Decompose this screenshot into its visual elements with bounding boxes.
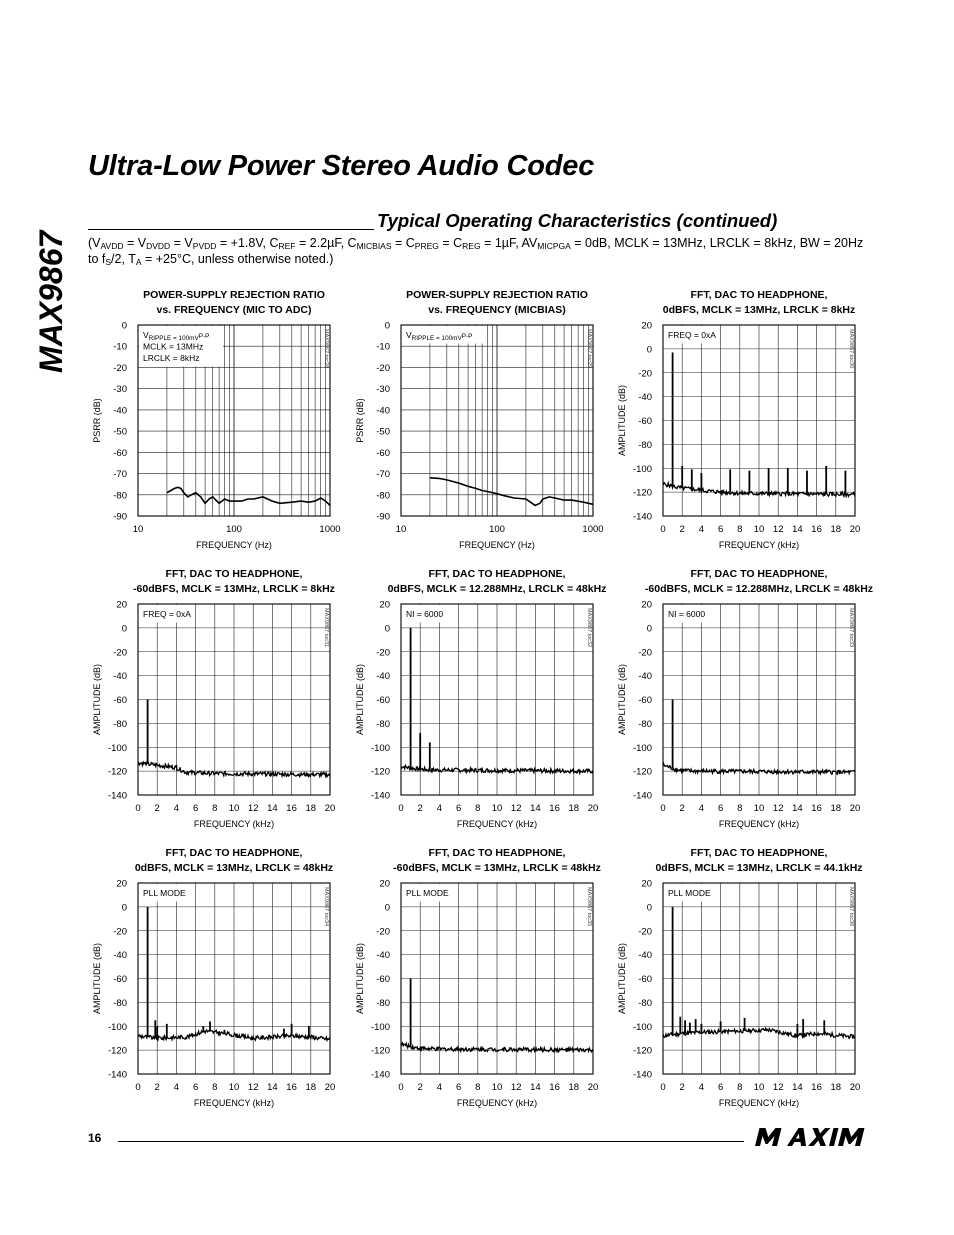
y-tick-label: -80 <box>376 718 390 730</box>
chart-1 <box>92 289 341 550</box>
x-axis-label: FREQUENCY (Hz) <box>196 540 272 550</box>
x-tick-label: 8 <box>212 1082 218 1093</box>
figure-code: MAX9867 toc36 <box>848 887 854 927</box>
annotation-text <box>668 888 711 898</box>
y-tick-label: 0 <box>646 623 652 635</box>
y-tick-label: -140 <box>107 1069 127 1081</box>
x-axis-label: FREQUENCY (kHz) <box>193 1098 275 1108</box>
x-tick-label: 20 <box>587 1082 599 1093</box>
y-tick-label: -140 <box>632 790 652 802</box>
chart-title: POWER-SUPPLY REJECTION RATIO <box>406 289 588 301</box>
x-tick-label: 6 <box>717 803 724 814</box>
y-tick-label: -120 <box>632 1045 652 1057</box>
y-tick-label: -100 <box>632 463 652 475</box>
x-axis-label: FREQUENCY (kHz) <box>193 819 275 829</box>
y-tick-label: -90 <box>376 511 390 523</box>
annotation-text <box>143 342 203 352</box>
y-tick-label: -140 <box>370 790 390 802</box>
annotation-text-part: LRCLK = 8kHz <box>143 353 200 363</box>
y-tick-label: -60 <box>638 695 652 706</box>
y-tick-label: -120 <box>632 766 652 778</box>
figure-code: MAX9867 toc29 <box>586 329 592 369</box>
chart-6 <box>617 568 873 829</box>
chart-4 <box>92 568 335 829</box>
y-tick-label: 0 <box>121 320 127 332</box>
y-tick-label: -10 <box>113 341 127 353</box>
x-tick-label: 20 <box>849 524 861 535</box>
x-tick-label: 2 <box>154 1082 160 1093</box>
x-tick-label: 100 <box>489 524 505 535</box>
y-tick-label: 0 <box>384 320 390 332</box>
chart-9 <box>617 847 863 1108</box>
y-axis-label: PSRR (dB) <box>355 398 365 443</box>
x-tick-label: 1000 <box>319 524 341 535</box>
y-tick-label: 20 <box>116 878 127 890</box>
annotation-text <box>668 330 716 340</box>
y-tick-label: -80 <box>638 997 652 1009</box>
x-tick-label: 2 <box>679 1082 685 1093</box>
x-tick-label: 4 <box>698 524 705 535</box>
x-tick-label: 16 <box>549 1082 560 1093</box>
x-tick-label: 10 <box>228 1082 240 1093</box>
x-tick-label: 16 <box>811 1082 822 1093</box>
x-tick-label: 20 <box>324 1082 336 1093</box>
chart-3 <box>617 289 860 550</box>
y-tick-label: -140 <box>632 1069 652 1081</box>
x-tick-label: 4 <box>698 803 705 814</box>
y-tick-label: -60 <box>113 447 127 459</box>
psrr-curve <box>167 487 330 505</box>
y-tick-label: -120 <box>370 1045 390 1057</box>
x-tick-label: 12 <box>510 1082 522 1093</box>
y-tick-label: -120 <box>107 766 127 778</box>
chart-title: 0dBFS, MCLK = 13MHz, LRCLK = 48kHz <box>134 862 334 874</box>
x-tick-label: 0 <box>660 524 666 535</box>
annotation-text-part: MCLK = 13MHz <box>143 341 204 352</box>
figure-code: MAX9867 toc33 <box>848 608 854 648</box>
x-tick-label: 10 <box>491 803 503 814</box>
y-tick-label: -120 <box>370 766 390 778</box>
y-axis-label: AMPLITUDE (dB) <box>92 663 102 736</box>
y-tick-label: -40 <box>376 405 390 417</box>
x-tick-label: 8 <box>475 803 481 814</box>
y-tick-label: -80 <box>638 718 652 730</box>
x-tick-label: 2 <box>417 1082 423 1093</box>
x-tick-label: 14 <box>530 803 541 814</box>
x-tick-label: 18 <box>568 803 580 814</box>
y-tick-label: -70 <box>376 469 390 481</box>
y-tick-label: 20 <box>379 878 390 890</box>
y-tick-label: -80 <box>376 997 390 1009</box>
chart-5 <box>355 568 606 829</box>
x-axis-label: FREQUENCY (kHz) <box>718 540 800 550</box>
y-tick-label: 20 <box>641 320 652 332</box>
x-tick-label: 14 <box>792 803 803 814</box>
x-tick-label: 14 <box>267 1082 278 1093</box>
annotation-text-part: P-P <box>461 333 473 340</box>
y-axis-label: AMPLITUDE (dB) <box>617 663 627 736</box>
x-tick-label: 20 <box>849 803 861 814</box>
x-tick-label: 4 <box>436 803 443 814</box>
y-tick-label: -20 <box>376 926 390 938</box>
y-tick-label: -40 <box>113 671 127 683</box>
x-tick-label: 16 <box>811 803 822 814</box>
x-tick-label: 20 <box>587 803 599 814</box>
y-tick-label: -140 <box>107 790 127 802</box>
x-tick-label: 18 <box>305 1082 317 1093</box>
y-tick-label: -40 <box>638 671 652 683</box>
y-tick-label: -100 <box>632 1021 652 1033</box>
y-tick-label: -70 <box>113 469 127 481</box>
annotation-text <box>406 888 449 898</box>
x-tick-label: 0 <box>660 803 666 814</box>
x-tick-label: 10 <box>753 1082 765 1093</box>
x-tick-label: 10 <box>395 524 407 535</box>
x-tick-label: 2 <box>679 524 685 535</box>
chart-title: -60dBFS, MCLK = 13MHz, LRCLK = 8kHz <box>133 583 335 595</box>
chart-title: 0dBFS, MCLK = 12.288MHz, LRCLK = 48kHz <box>387 583 607 595</box>
x-tick-label: 10 <box>132 524 144 535</box>
y-tick-label: 0 <box>121 902 127 914</box>
chart-title: -60dBFS, MCLK = 13MHz, LRCLK = 48kHz <box>393 862 601 874</box>
page-number: 16 <box>88 1131 102 1145</box>
chart-title: FFT, DAC TO HEADPHONE, <box>690 847 828 859</box>
side-part-number-text: MAX9867 <box>33 230 69 373</box>
x-tick-label: 8 <box>737 803 743 814</box>
figure-code: MAX9867 toc31 <box>323 608 329 648</box>
y-tick-label: -60 <box>376 695 390 706</box>
test-conditions: ($V_{AVDD} = V_{DVDD} = V_{PVDD} = +1.8V$, $C_{REF} = 2.2\mu F$, $C_{MICBIAS} = C_{PREG} = C_{REG} = 1\mu F$, $AV_{MICPGA} = 0dB$, MCLK = 13MHz, LRCLK = 8kHz, BW = 20Hz to $f_S/2$, $T_A = +25^\circ C$, unless otherwise noted.) <box>88 236 864 267</box>
y-axis-label: AMPLITUDE (dB) <box>617 384 627 457</box>
x-tick-label: 18 <box>830 1082 842 1093</box>
y-tick-label: -100 <box>107 742 127 754</box>
x-tick-label: 8 <box>737 524 743 535</box>
section-title: Typical Operating Characteristics (continued) <box>377 210 778 231</box>
annotation-text-part: RIPPLE = 100mV <box>411 335 462 342</box>
y-tick-label: -90 <box>113 511 127 523</box>
x-tick-label: 0 <box>135 1082 141 1093</box>
x-tick-label: 2 <box>679 803 685 814</box>
y-tick-label: -120 <box>107 1045 127 1057</box>
chart-title: FFT, DAC TO HEADPHONE, <box>165 847 303 859</box>
y-axis-label: AMPLITUDE (dB) <box>355 942 365 1015</box>
annotation-text-part: PLL MODE <box>406 888 449 898</box>
x-tick-label: 14 <box>792 1082 803 1093</box>
annotation-text-part: PLL MODE <box>143 888 186 898</box>
y-tick-label: -140 <box>370 1069 390 1081</box>
x-axis-label: FREQUENCY (kHz) <box>456 1098 538 1108</box>
annotation-text-part: V <box>143 330 149 340</box>
x-tick-label: 4 <box>173 1082 180 1093</box>
psrr-curve <box>430 478 593 506</box>
y-tick-label: 0 <box>384 623 390 635</box>
x-tick-label: 12 <box>510 803 522 814</box>
y-tick-label: -40 <box>113 950 127 962</box>
y-tick-label: -20 <box>376 362 390 374</box>
chart-title: vs. FREQUENCY (MIC TO ADC) <box>156 304 312 316</box>
annotation-text-part: NI = 6000 <box>668 609 706 619</box>
y-tick-label: -20 <box>113 362 127 374</box>
y-axis-label: AMPLITUDE (dB) <box>617 942 627 1015</box>
y-tick-label: 0 <box>646 344 652 356</box>
chart-title: FFT, DAC TO HEADPHONE, <box>428 568 566 580</box>
y-tick-label: 20 <box>641 599 652 611</box>
x-tick-label: 14 <box>267 803 278 814</box>
y-axis-label: AMPLITUDE (dB) <box>92 942 102 1015</box>
x-axis-label: FREQUENCY (Hz) <box>459 540 535 550</box>
x-tick-label: 0 <box>660 1082 666 1093</box>
y-tick-label: -40 <box>376 671 390 683</box>
annotation-text-part: P-P <box>198 333 210 340</box>
annotation-text-part: PLL MODE <box>668 888 711 898</box>
chart-8 <box>355 847 601 1108</box>
x-tick-label: 10 <box>753 524 765 535</box>
x-tick-label: 18 <box>305 803 317 814</box>
annotation-text-part: FREQ = 0xA <box>668 330 716 340</box>
y-tick-label: -140 <box>632 511 652 523</box>
y-tick-label: -30 <box>376 384 390 396</box>
y-tick-label: -10 <box>376 341 390 353</box>
x-tick-label: 8 <box>212 803 218 814</box>
annotation-text-part: V <box>406 330 412 340</box>
x-tick-label: 10 <box>228 803 240 814</box>
chart-title: vs. FREQUENCY (MICBIAS) <box>428 304 566 316</box>
x-tick-label: 14 <box>530 1082 541 1093</box>
annotation-text <box>668 609 705 619</box>
x-tick-label: 6 <box>455 1082 462 1093</box>
x-tick-label: 8 <box>737 1082 743 1093</box>
y-tick-label: -20 <box>638 647 652 659</box>
x-tick-label: 4 <box>698 1082 705 1093</box>
x-tick-label: 12 <box>247 1082 259 1093</box>
annotation-text-part: FREQ = 0xA <box>143 609 191 619</box>
chart-title: POWER-SUPPLY REJECTION RATIO <box>143 289 325 301</box>
y-tick-label: 0 <box>121 623 127 635</box>
x-tick-label: 6 <box>192 803 199 814</box>
annotation-text <box>406 609 443 619</box>
footer-rule <box>118 1141 744 1142</box>
figure-code: MAX9867 toc34 <box>323 887 329 927</box>
y-axis-label: AMPLITUDE (dB) <box>355 663 365 736</box>
chart-title: FFT, DAC TO HEADPHONE, <box>690 289 828 301</box>
y-tick-label: -60 <box>113 695 127 706</box>
x-tick-label: 16 <box>549 803 560 814</box>
annotation-text-part: RIPPLE = 100mV <box>148 335 199 342</box>
y-tick-label: -20 <box>113 647 127 659</box>
x-axis-label: FREQUENCY (kHz) <box>718 1098 800 1108</box>
page-title: Ultra-Low Power Stereo Audio Codec <box>88 150 595 182</box>
y-tick-label: -100 <box>370 1021 390 1033</box>
x-tick-label: 12 <box>247 803 259 814</box>
y-tick-label: 20 <box>641 878 652 890</box>
figure-code: MAX9867 toc30 <box>848 329 854 369</box>
y-tick-label: -100 <box>632 742 652 754</box>
annotation-text <box>143 353 199 363</box>
x-tick-label: 6 <box>192 1082 199 1093</box>
chart-title: FFT, DAC TO HEADPHONE, <box>690 568 828 580</box>
y-tick-label: -80 <box>113 997 127 1009</box>
x-tick-label: 16 <box>811 524 822 535</box>
chart-7 <box>92 847 335 1108</box>
y-tick-label: -40 <box>113 405 127 417</box>
x-tick-label: 14 <box>792 524 803 535</box>
chart-title: FFT, DAC TO HEADPHONE, <box>428 847 566 859</box>
chart-title: 0dBFS, MCLK = 13MHz, LRCLK = 44.1kHz <box>655 862 863 874</box>
y-tick-label: -60 <box>113 974 127 985</box>
annotation-text <box>143 888 186 898</box>
y-tick-label: 0 <box>384 902 390 914</box>
y-axis-label: PSRR (dB) <box>92 398 102 443</box>
y-tick-label: -120 <box>632 487 652 499</box>
x-tick-label: 1000 <box>582 524 604 535</box>
x-tick-label: 6 <box>717 1082 724 1093</box>
annotation-text-part: NI = 6000 <box>406 609 444 619</box>
y-tick-label: -60 <box>376 447 390 459</box>
x-tick-label: 16 <box>286 1082 297 1093</box>
chart-2 <box>355 289 604 550</box>
chart-title: FFT, DAC TO HEADPHONE, <box>165 568 303 580</box>
x-tick-label: 18 <box>830 803 842 814</box>
figure-code: MAX9867 toc28 <box>323 329 329 369</box>
y-tick-label: -80 <box>113 718 127 730</box>
y-tick-label: -20 <box>638 368 652 380</box>
annotation-text <box>143 609 191 619</box>
maxim-logo <box>754 1126 866 1148</box>
figure-code: MAX9867 toc32 <box>586 608 592 648</box>
maxim-logo-mark <box>754 1126 866 1148</box>
y-tick-label: -40 <box>638 950 652 962</box>
x-axis-label: FREQUENCY (kHz) <box>718 819 800 829</box>
x-tick-label: 0 <box>398 1082 404 1093</box>
chart-title: 0dBFS, MCLK = 13MHz, LRCLK = 8kHz <box>662 304 856 316</box>
chart-title: -60dBFS, MCLK = 12.288MHz, LRCLK = 48kHz <box>644 583 874 595</box>
y-tick-label: -20 <box>638 926 652 938</box>
y-tick-label: -60 <box>638 974 652 985</box>
y-tick-label: 0 <box>646 902 652 914</box>
y-tick-label: -20 <box>113 926 127 938</box>
x-tick-label: 8 <box>475 1082 481 1093</box>
x-tick-label: 100 <box>226 524 242 535</box>
x-tick-label: 12 <box>772 524 784 535</box>
x-tick-label: 2 <box>154 803 160 814</box>
y-tick-label: -40 <box>638 392 652 404</box>
x-tick-label: 18 <box>568 1082 580 1093</box>
y-tick-label: -60 <box>376 974 390 985</box>
y-tick-label: -40 <box>376 950 390 962</box>
x-tick-label: 20 <box>849 1082 861 1093</box>
x-tick-label: 6 <box>717 524 724 535</box>
x-tick-label: 10 <box>491 1082 503 1093</box>
y-tick-label: -20 <box>376 647 390 659</box>
y-tick-label: -30 <box>113 384 127 396</box>
y-tick-label: -100 <box>107 1021 127 1033</box>
x-tick-label: 18 <box>830 524 842 535</box>
x-tick-label: 20 <box>324 803 336 814</box>
y-tick-label: -60 <box>638 416 652 427</box>
y-tick-label: -50 <box>113 426 127 438</box>
y-tick-label: -80 <box>376 490 390 502</box>
x-tick-label: 0 <box>135 803 141 814</box>
x-tick-label: 12 <box>772 803 784 814</box>
x-tick-label: 4 <box>436 1082 443 1093</box>
x-tick-label: 2 <box>417 803 423 814</box>
x-tick-label: 12 <box>772 1082 784 1093</box>
x-tick-label: 16 <box>286 803 297 814</box>
y-tick-label: 20 <box>116 599 127 611</box>
x-tick-label: 10 <box>753 803 765 814</box>
x-axis-label: FREQUENCY (kHz) <box>456 819 538 829</box>
figure-code: MAX9867 toc35 <box>586 887 592 927</box>
x-tick-label: 6 <box>455 803 462 814</box>
y-tick-label: 20 <box>379 599 390 611</box>
y-tick-label: -80 <box>113 490 127 502</box>
y-tick-label: -80 <box>638 439 652 451</box>
x-tick-label: 4 <box>173 803 180 814</box>
x-tick-label: 0 <box>398 803 404 814</box>
y-tick-label: -100 <box>370 742 390 754</box>
y-tick-label: -50 <box>376 426 390 438</box>
